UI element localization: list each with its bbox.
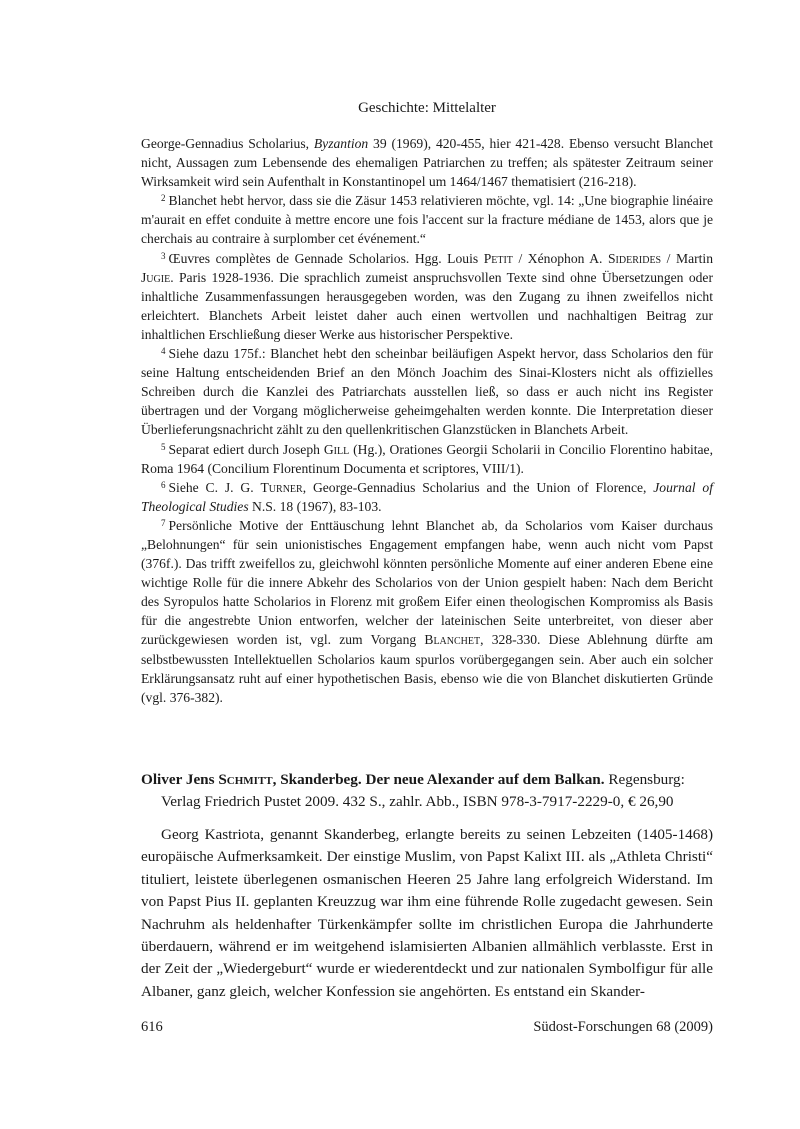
page-number: 616 [141, 1019, 163, 1035]
footnote-4: $^4$ Siehe dazu 175f.: Blanchet hebt den scheinbar beiläufigen Aspekt hervor, dass Scholarios den für seine Haltung entscheidenden Brief an den Mönch Joachim des Sinai-Klosters nicht als offizielles Schreiben durch die Kanzlei des Patriarchats ausstellen ließ, so dass er auch nicht ins Register übertragen und der Vorgang möglicherweise geheimgehalten werden konnte. Die Interpretation dieser Überlieferungsnachricht zählt zu den quellenkritischen Glanzstücken in Blanchets Arbeit. [141, 346, 713, 438]
footnote-2: $^2$ Blanchet hebt hervor, dass sie die Zäsur 1453 relativieren möchte, vgl. 14: „Une biographie linéaire m'aurait en effet conduite à mettre encore une fois l'accent sur la fracture médiane de 1453, alors que je cherchais au contraire à surplomber cet événement.“ [141, 193, 713, 247]
footnotes [141, 134, 713, 707]
journal-citation: Südost-Forschungen 68 (2009) [533, 1019, 713, 1035]
review-heading [141, 769, 713, 812]
footnote-6: $^6$ Siehe C. J. G. Turner, George-Gennadius Scholarius and the Union of Florence, Journal of Theological Studies N.S. 18 (1967), 83-103. [141, 479, 713, 514]
footnote-number: 2 [161, 193, 166, 204]
footnote-7: $^7$ Persönliche Motive der Enttäuschung lehnt Blanchet ab, da Scholarios vom Kaiser durchaus „Belohnungen“ für sein unionistisches Engagement empfangen habe, wenn auch nicht vom Papst (376f.). Das trifft zweifellos zu, gleichwohl könnten persönliche Momente auf einer anderen Ebene eine wichtige Rolle für die innere Abkehr des Scholarios von der Union gespielt haben: Nach dem Bericht des Syropulos hatte Scholarios in Florenz mit großem Eifer einen theologischen Kompromiss als Basis für die angestrebte Union entworfen, welcher der lateinischen Seite unterbreitet, von dieser aber zurückgewiesen worden ist, vgl. zum Vorgang Blanchet, 328-330. Diese Ablehnung dürfte am selbstbewussten Intellektuellen Scholarios kaum spurlos vorübergegangen sein. Aber auch ein solcher Erklärungsansatz ruht auf einer hypothetischen Basis, ebenso wie die von Blanchet diskutierten Gründe (vgl. 376-382). [141, 517, 713, 705]
footnote-number: 3 [161, 250, 166, 261]
document-page [141, 0, 713, 1129]
review-place: Regensburg: [604, 771, 685, 788]
review-publisher: Verlag Friedrich Pustet 2009. 432 S., zahlr. Abb., ISBN 978-3-7917-2229-0, € 26,90 [161, 792, 674, 810]
footnote-continuation: George-Gennadius Scholarius, Byzantion 39 (1969), 420-455, hier 421-428. Ebenso versucht Blanchet nicht, Aussagen zum Lebensende des ehemaligen Patriarchen zu treffen; als spätester Zeitraum seiner Wirksamkeit wird sein Aufenthalt in Konstantinopel um 1464/1467 thematisiert (216-218). [141, 136, 713, 190]
footnote-number: 4 [161, 346, 166, 357]
footnote-5: $^5$ Separat ediert durch Joseph Gill (Hg.), Orationes Georgii Scholarii in Concilio Florentino habitae, Roma 1964 (Concilium Florentinum Documenta et scriptores, VIII/1). [141, 441, 713, 476]
review-title-line [141, 769, 713, 791]
footnote-number: 7 [161, 517, 166, 528]
review-body: Georg Kastriota, genannt Skanderbeg, erlangte bereits zu seinen Lebzeiten (1405-1468) europäische Aufmerksamkeit. Der einstige Muslim, von Papst Kalixt III. als „Athleta Christi“ tituliert, leistete überlegenen osmanischen Heeren 25 Jahre lang erfolgreich Widerstand. Im von Papst Pius II. geplanten Kreuzzug war ihm eine führende Rolle zugedacht gewesen. Sein Nachruhm als heldenhafter Türkenkämpfer sollte im christlichen Europa die Jahrhunderte überdauern, während er im weitgehend islamisierten Albanien allmählich verblasste. Erst in der Zeit der „Wiedergeburt“ wurde er wiederentdeckt und zur nationalen Symbolfigur für alle Albaner, ganz gleich, welcher Konfession sie angehörten. Es entstand ein Skander- [141, 826, 713, 1000]
footnote-number: 5 [161, 441, 166, 452]
footnote-number: 6 [161, 479, 166, 490]
footnote-3: $^3$ Œuvres complètes de Gennade Scholarios. Hgg. Louis Petit / Xénophon A. Siderides / Martin Jugie. Paris 1928-1936. Die sprachlich zumeist anspruchsvollen Texte sind ohne Übersetzungen oder inhaltliche Zusammenfassungen herausgegeben worden, was den Zugang zu ihnen zweifellos nicht erleichtert. Blanchets Arbeit leistet daher auch einen wertvollen und nachhaltigen Beitrag zur inhaltlichen Erschließung dieser Werke aus historischer Perspektive. [141, 250, 713, 342]
review-title: , Skanderbeg. Der neue Alexander auf dem Balkan. [272, 771, 605, 788]
running-head: Geschichte: Mittelalter [358, 100, 496, 116]
review-author: Oliver Jens Schmitt, Skanderbeg. Der neue Alexander auf dem Balkan. [141, 771, 605, 788]
